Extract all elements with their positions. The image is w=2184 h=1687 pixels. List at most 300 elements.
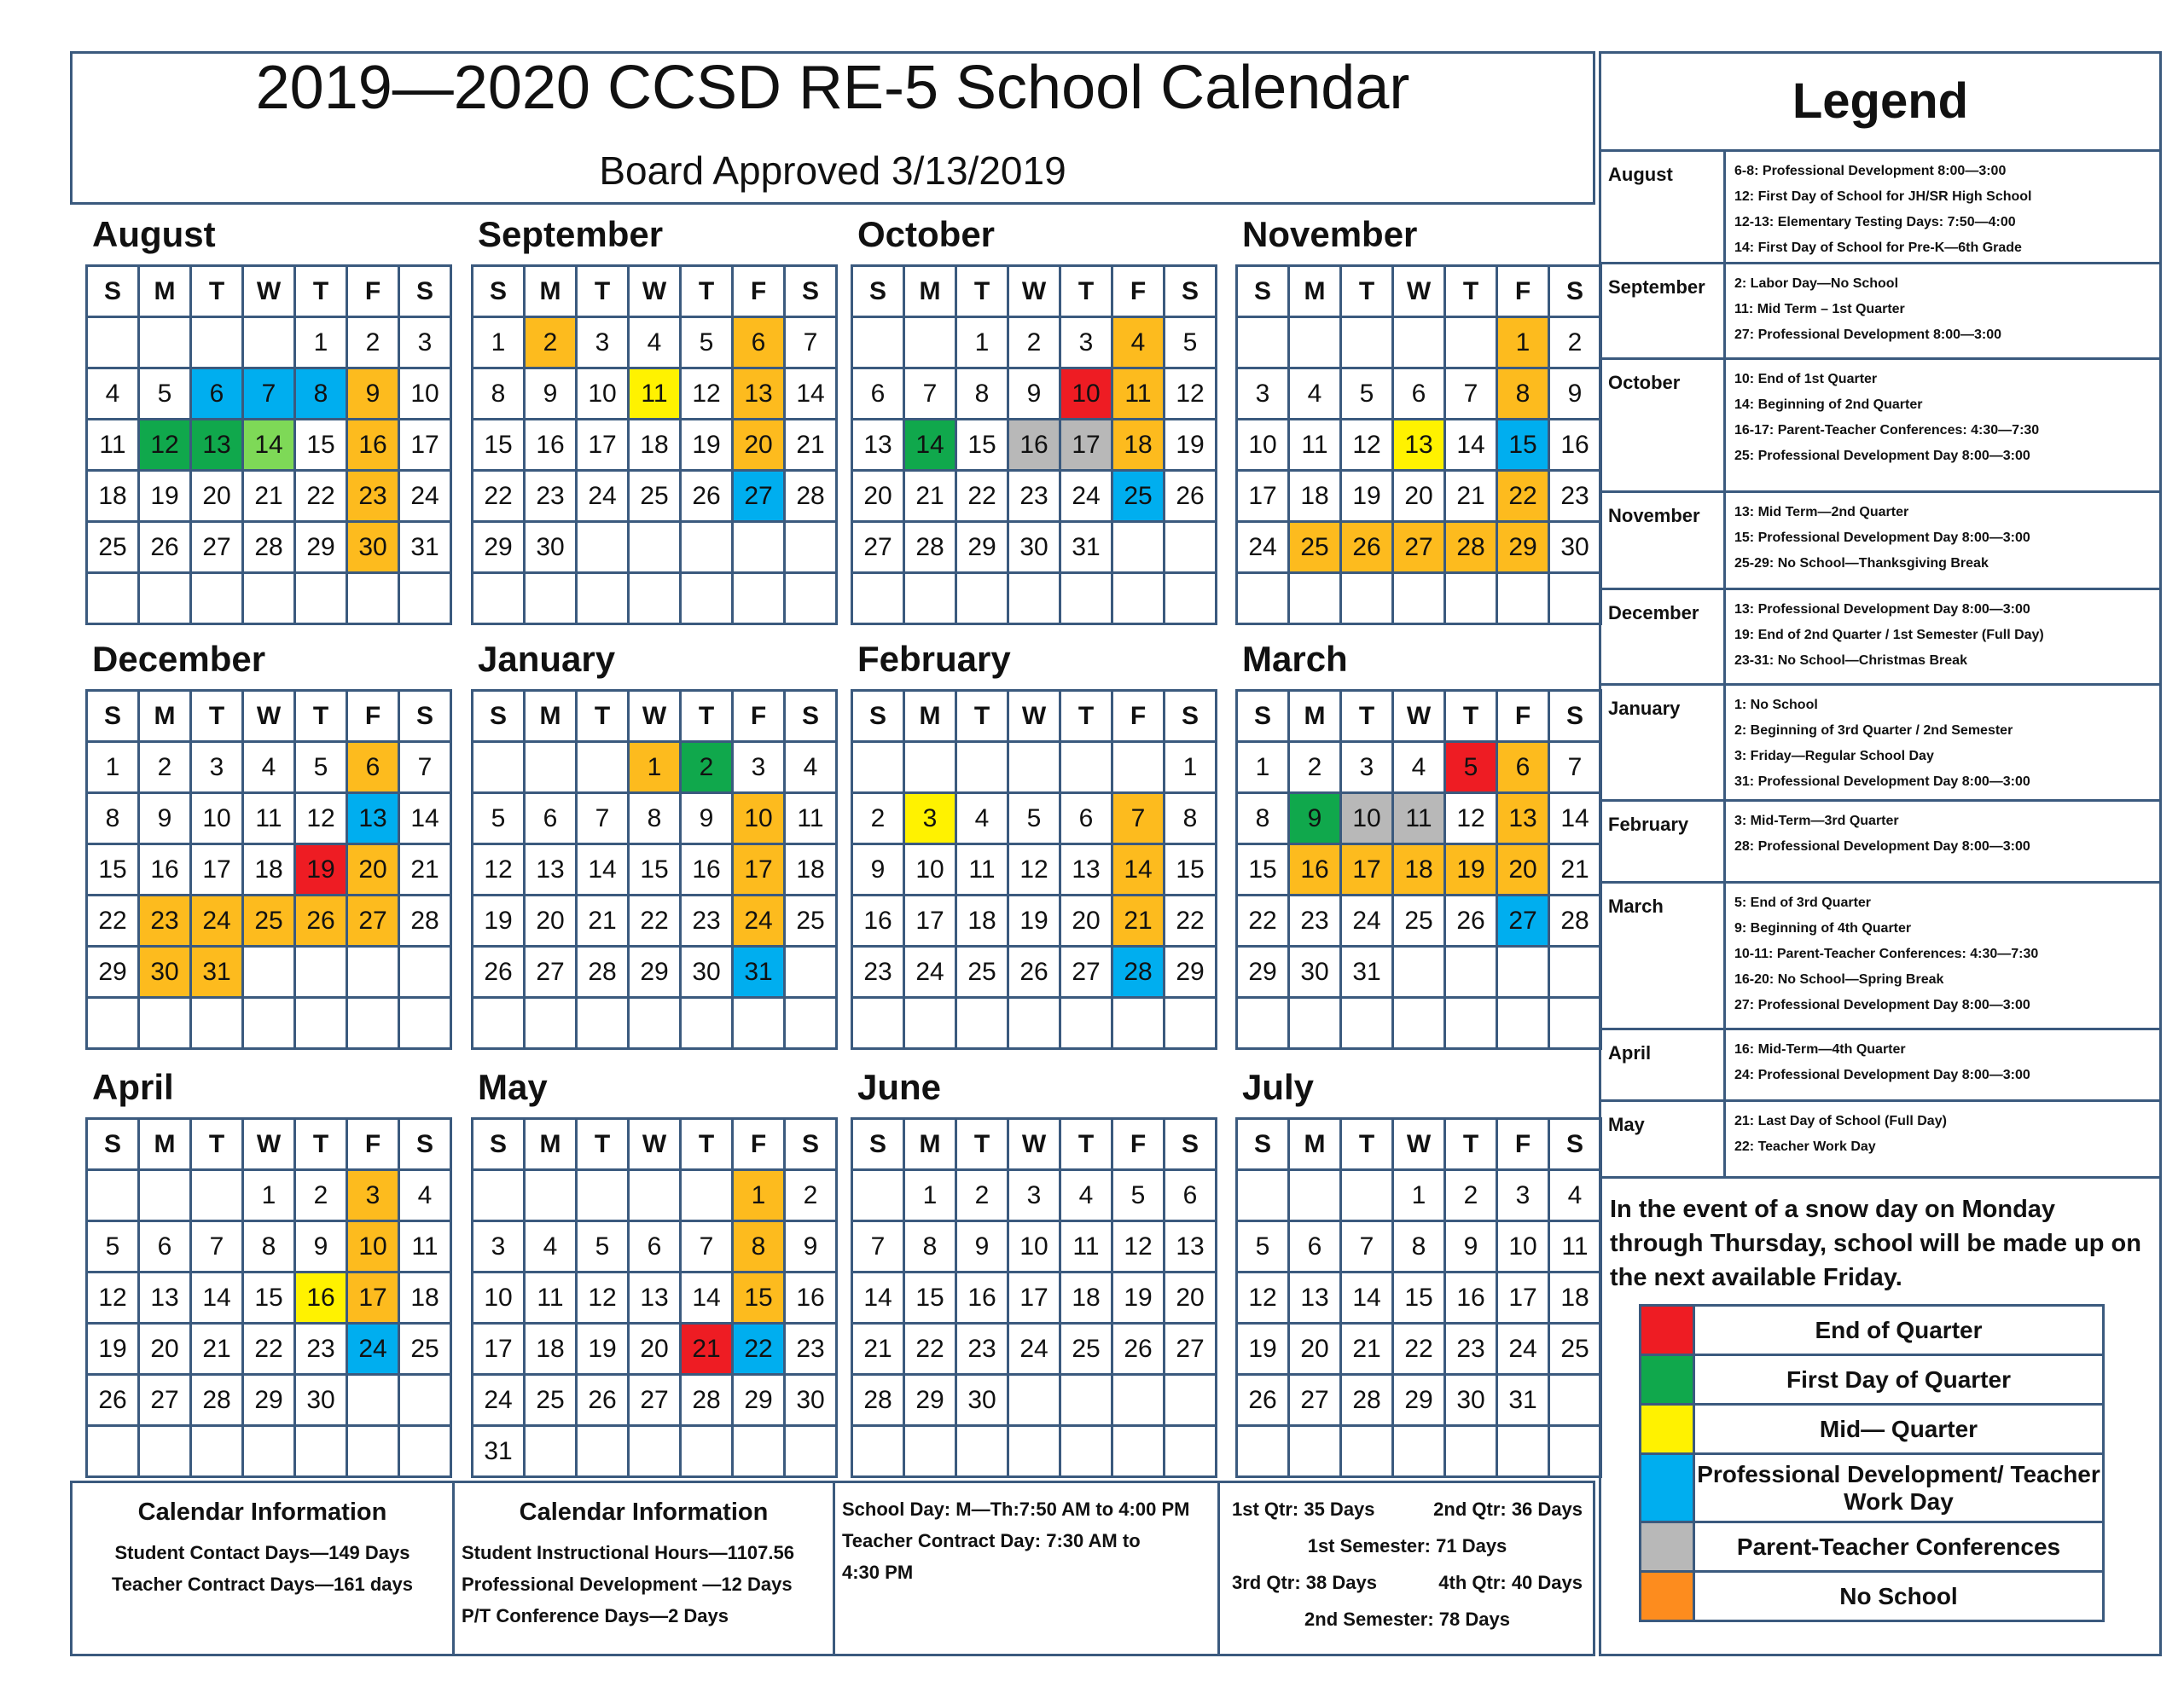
month-name: March <box>1242 639 1348 679</box>
legend-event: 15: Professional Development Day 8:00—3:00 <box>1734 530 2030 545</box>
day-cell: 8 <box>87 793 139 844</box>
day-cell: 24 <box>733 896 785 947</box>
day-cell: 24 <box>1060 471 1112 522</box>
day-cell: 21 <box>852 1324 904 1375</box>
day-cell: 18 <box>1060 1272 1112 1324</box>
month-table <box>85 689 452 1050</box>
legend-event: 12: First Day of School for JH/SR High School <box>1734 189 2032 204</box>
day-cell: 30 <box>525 522 577 573</box>
day-cell: 28 <box>1549 896 1601 947</box>
day-cell: 17 <box>733 844 785 896</box>
day-cell: 12 <box>1008 844 1060 896</box>
day-cell: 13 <box>1393 420 1445 471</box>
day-cell: 7 <box>1112 793 1165 844</box>
empty-cell <box>1165 522 1217 573</box>
day-cell: 18 <box>1549 1272 1601 1324</box>
weekday-header: T <box>1445 1119 1497 1170</box>
key-label: First Day of Quarter <box>1694 1355 2104 1405</box>
empty-cell <box>1165 1426 1217 1477</box>
day-cell: 10 <box>473 1272 525 1324</box>
day-cell: 6 <box>1497 742 1549 793</box>
day-cell: 28 <box>191 1375 243 1426</box>
weekday-header: S <box>852 266 904 317</box>
day-cell: 31 <box>1341 947 1393 998</box>
empty-cell <box>1112 522 1165 573</box>
day-cell: 15 <box>733 1272 785 1324</box>
empty-cell <box>956 1426 1008 1477</box>
day-cell: 11 <box>243 793 295 844</box>
day-cell: 16 <box>1549 420 1601 471</box>
day-cell: 13 <box>347 793 399 844</box>
weekday-header: T <box>956 691 1008 742</box>
empty-cell <box>295 947 347 998</box>
day-cell: 18 <box>1393 844 1445 896</box>
empty-cell <box>1393 1426 1445 1477</box>
day-cell: 17 <box>904 896 956 947</box>
day-cell: 10 <box>577 368 629 420</box>
legend-month: August <box>1601 152 1726 262</box>
day-cell: 14 <box>191 1272 243 1324</box>
day-cell: 9 <box>1445 1221 1497 1272</box>
day-cell: 18 <box>785 844 837 896</box>
day-cell: 28 <box>243 522 295 573</box>
legend-row-january <box>1601 686 2159 802</box>
day-cell: 24 <box>399 471 451 522</box>
day-cell: 31 <box>733 947 785 998</box>
empty-cell <box>1237 1426 1289 1477</box>
day-cell: 24 <box>191 896 243 947</box>
legend-month: March <box>1601 884 1726 1028</box>
day-cell: 1 <box>904 1170 956 1221</box>
day-cell: 3 <box>733 742 785 793</box>
empty-cell <box>1497 998 1549 1049</box>
key-label: Parent-Teacher Conferences <box>1694 1522 2104 1572</box>
day-cell: 27 <box>347 896 399 947</box>
day-cell: 4 <box>1060 1170 1112 1221</box>
day-cell: 19 <box>1008 896 1060 947</box>
weekday-header: W <box>629 266 681 317</box>
legend-event: 23-31: No School—Christmas Break <box>1734 653 1967 668</box>
day-cell: 29 <box>87 947 139 998</box>
day-cell: 8 <box>295 368 347 420</box>
legend-event-list <box>1601 152 2159 1179</box>
day-cell: 14 <box>1549 793 1601 844</box>
empty-cell <box>1237 573 1289 624</box>
day-cell: 13 <box>191 420 243 471</box>
day-cell: 24 <box>1008 1324 1060 1375</box>
weekday-header: T <box>191 1119 243 1170</box>
day-cell: 2 <box>1289 742 1341 793</box>
legend-panel <box>1599 51 2162 1656</box>
legend-month: January <box>1601 686 1726 799</box>
day-cell: 4 <box>1549 1170 1601 1221</box>
weekday-header: T <box>191 691 243 742</box>
day-cell: 3 <box>473 1221 525 1272</box>
empty-cell <box>473 742 525 793</box>
day-cell: 27 <box>139 1375 191 1426</box>
legend-event: 9: Beginning of 4th Quarter <box>1734 921 1912 936</box>
legend-row-november <box>1601 493 2159 590</box>
day-cell: 14 <box>1341 1272 1393 1324</box>
day-cell: 27 <box>1497 896 1549 947</box>
month-table <box>85 264 452 625</box>
day-cell: 1 <box>956 317 1008 368</box>
day-cell: 5 <box>577 1221 629 1272</box>
month-august <box>85 214 439 625</box>
weekday-header: T <box>1341 691 1393 742</box>
weekday-header: T <box>1445 266 1497 317</box>
empty-cell <box>1060 742 1112 793</box>
day-cell: 16 <box>347 420 399 471</box>
day-cell: 26 <box>1165 471 1217 522</box>
empty-cell <box>347 573 399 624</box>
empty-cell <box>191 573 243 624</box>
day-cell: 14 <box>904 420 956 471</box>
day-cell: 16 <box>681 844 733 896</box>
day-cell: 17 <box>1341 844 1393 896</box>
key-swatch <box>1641 1454 1694 1522</box>
day-cell: 19 <box>473 896 525 947</box>
day-cell: 12 <box>295 793 347 844</box>
day-cell: 5 <box>1341 368 1393 420</box>
student-contact-days: Student Contact Days—149 Days <box>114 1542 410 1563</box>
day-cell: 10 <box>1237 420 1289 471</box>
day-cell: 4 <box>87 368 139 420</box>
day-cell: 14 <box>243 420 295 471</box>
empty-cell <box>904 317 956 368</box>
day-cell: 23 <box>785 1324 837 1375</box>
day-cell: 21 <box>904 471 956 522</box>
day-cell: 17 <box>399 420 451 471</box>
empty-cell <box>87 317 139 368</box>
pt-conference-days: P/T Conference Days—2 Days <box>462 1605 729 1626</box>
legend-row-october <box>1601 360 2159 493</box>
day-cell: 8 <box>629 793 681 844</box>
info-title: Calendar Information <box>519 1499 769 1526</box>
day-cell: 1 <box>295 317 347 368</box>
empty-cell <box>191 1170 243 1221</box>
day-cell: 25 <box>1112 471 1165 522</box>
empty-cell <box>956 573 1008 624</box>
quarter-day-counts <box>1220 1483 1593 1654</box>
day-cell: 6 <box>1060 793 1112 844</box>
legend-event: 31: Professional Development Day 8:00—3:00 <box>1734 774 2030 789</box>
day-cell: 1 <box>733 1170 785 1221</box>
weekday-header: F <box>1497 691 1549 742</box>
day-cell: 1 <box>629 742 681 793</box>
legend-event: 28: Professional Development Day 8:00—3:00 <box>1734 839 2030 854</box>
key-row <box>1641 1454 2104 1522</box>
professional-development-days: Professional Development —12 Days <box>462 1574 793 1595</box>
legend-event: 21: Last Day of School (Full Day) <box>1734 1114 1947 1128</box>
month-september <box>471 214 825 625</box>
day-cell: 13 <box>733 368 785 420</box>
empty-cell <box>1393 947 1445 998</box>
day-cell: 2 <box>956 1170 1008 1221</box>
legend-row-april <box>1601 1030 2159 1102</box>
legend-event: 3: Mid-Term—3rd Quarter <box>1734 814 1899 828</box>
empty-cell <box>399 998 451 1049</box>
day-cell: 18 <box>1112 420 1165 471</box>
day-cell: 13 <box>629 1272 681 1324</box>
empty-cell <box>525 742 577 793</box>
day-cell: 2 <box>295 1170 347 1221</box>
month-name: November <box>1242 214 1418 254</box>
day-cell: 15 <box>1393 1272 1445 1324</box>
day-cell: 30 <box>681 947 733 998</box>
day-cell: 23 <box>1445 1324 1497 1375</box>
empty-cell <box>1549 998 1601 1049</box>
weekday-header: F <box>1112 691 1165 742</box>
month-table <box>471 689 838 1050</box>
empty-cell <box>399 1426 451 1477</box>
day-cell: 11 <box>87 420 139 471</box>
weekday-header: M <box>139 266 191 317</box>
legend-month: September <box>1601 264 1726 357</box>
day-cell: 29 <box>1497 522 1549 573</box>
empty-cell <box>577 998 629 1049</box>
day-cell: 7 <box>904 368 956 420</box>
day-cell: 5 <box>1237 1221 1289 1272</box>
empty-cell <box>1289 317 1341 368</box>
day-cell: 5 <box>1008 793 1060 844</box>
day-cell: 25 <box>1060 1324 1112 1375</box>
day-cell: 4 <box>243 742 295 793</box>
day-cell: 1 <box>1237 742 1289 793</box>
day-cell: 26 <box>1341 522 1393 573</box>
month-name: May <box>478 1067 548 1107</box>
day-cell: 28 <box>1112 947 1165 998</box>
day-cell: 3 <box>577 317 629 368</box>
legend-event: 14: Beginning of 2nd Quarter <box>1734 397 1923 412</box>
day-cell: 23 <box>681 896 733 947</box>
day-cell: 1 <box>87 742 139 793</box>
weekday-header: S <box>87 691 139 742</box>
color-key <box>1639 1304 2105 1622</box>
empty-cell <box>1237 317 1289 368</box>
day-cell: 17 <box>191 844 243 896</box>
teacher-contract-line: Teacher Contract Day: 7:30 AM to <box>842 1530 1141 1551</box>
school-day-hours <box>835 1483 1220 1654</box>
weekday-header: T <box>1060 691 1112 742</box>
empty-cell <box>1008 742 1060 793</box>
day-cell: 9 <box>347 368 399 420</box>
day-cell: 22 <box>1497 471 1549 522</box>
weekday-header: S <box>1237 691 1289 742</box>
legend-row-february <box>1601 802 2159 884</box>
day-cell: 25 <box>1393 896 1445 947</box>
weekday-header: W <box>243 266 295 317</box>
day-cell: 2 <box>681 742 733 793</box>
month-table <box>1235 1117 1602 1478</box>
weekday-header: S <box>1549 266 1601 317</box>
legend-event: 3: Friday—Regular School Day <box>1734 749 1934 763</box>
school-day-line: School Day: M—Th:7:50 AM to 4:00 PM <box>842 1499 1190 1520</box>
legend-row-may <box>1601 1102 2159 1179</box>
weekday-header: W <box>243 1119 295 1170</box>
weekday-header: W <box>1008 691 1060 742</box>
day-cell: 15 <box>1237 844 1289 896</box>
empty-cell <box>1549 1375 1601 1426</box>
day-cell: 2 <box>852 793 904 844</box>
day-cell: 20 <box>139 1324 191 1375</box>
weekday-header: T <box>577 1119 629 1170</box>
day-cell: 11 <box>629 368 681 420</box>
day-cell: 26 <box>87 1375 139 1426</box>
instructional-hours: Student Instructional Hours—1107.56 <box>462 1542 794 1563</box>
day-cell: 7 <box>1445 368 1497 420</box>
day-cell: 12 <box>1445 793 1497 844</box>
day-cell: 27 <box>629 1375 681 1426</box>
day-cell: 15 <box>1497 420 1549 471</box>
day-cell: 9 <box>525 368 577 420</box>
day-cell: 2 <box>139 742 191 793</box>
day-cell: 8 <box>1393 1221 1445 1272</box>
day-cell: 3 <box>1237 368 1289 420</box>
day-cell: 27 <box>733 471 785 522</box>
weekday-header: W <box>1393 691 1445 742</box>
day-cell: 12 <box>1237 1272 1289 1324</box>
day-cell: 18 <box>1289 471 1341 522</box>
day-cell: 1 <box>1165 742 1217 793</box>
day-cell: 6 <box>191 368 243 420</box>
day-cell: 29 <box>733 1375 785 1426</box>
day-cell: 29 <box>1237 947 1289 998</box>
weekday-header: T <box>577 691 629 742</box>
key-row <box>1641 1306 2104 1355</box>
day-cell: 20 <box>1497 844 1549 896</box>
day-cell: 25 <box>87 522 139 573</box>
calendar-info-block-1 <box>73 1483 455 1654</box>
day-cell: 17 <box>577 420 629 471</box>
day-cell: 21 <box>191 1324 243 1375</box>
weekday-header: W <box>1393 266 1445 317</box>
empty-cell <box>1289 573 1341 624</box>
day-cell: 12 <box>87 1272 139 1324</box>
day-cell: 24 <box>473 1375 525 1426</box>
day-cell: 10 <box>399 368 451 420</box>
day-cell: 1 <box>1497 317 1549 368</box>
day-cell: 9 <box>681 793 733 844</box>
weekday-header: M <box>904 691 956 742</box>
day-cell: 31 <box>1060 522 1112 573</box>
legend-event: 14: First Day of School for Pre-K—6th Grade <box>1734 241 2022 255</box>
day-cell: 4 <box>399 1170 451 1221</box>
day-cell: 3 <box>904 793 956 844</box>
day-cell: 31 <box>1497 1375 1549 1426</box>
day-cell: 25 <box>399 1324 451 1375</box>
empty-cell <box>295 573 347 624</box>
legend-row-december <box>1601 590 2159 686</box>
day-cell: 15 <box>956 420 1008 471</box>
day-cell: 6 <box>1393 368 1445 420</box>
snow-day-note: In the event of a snow day on Monday through Thursday, school will be made up on the next available Friday. <box>1610 1196 2141 1291</box>
day-cell: 17 <box>1237 471 1289 522</box>
weekday-header: T <box>295 691 347 742</box>
legend-event: 16: Mid-Term—4th Quarter <box>1734 1042 1906 1057</box>
empty-cell <box>785 998 837 1049</box>
day-cell: 14 <box>852 1272 904 1324</box>
teacher-contract-end-line: 4:30 PM <box>842 1562 914 1583</box>
day-cell: 2 <box>525 317 577 368</box>
day-cell: 8 <box>243 1221 295 1272</box>
weekday-header: S <box>87 266 139 317</box>
empty-cell <box>681 522 733 573</box>
weekday-header: W <box>1008 266 1060 317</box>
legend-event: 25-29: No School—Thanksgiving Break <box>1734 556 1989 571</box>
empty-cell <box>1549 947 1601 998</box>
day-cell: 26 <box>1112 1324 1165 1375</box>
day-cell: 16 <box>1445 1272 1497 1324</box>
day-cell: 10 <box>191 793 243 844</box>
empty-cell <box>295 998 347 1049</box>
day-cell: 22 <box>295 471 347 522</box>
day-cell: 2 <box>347 317 399 368</box>
day-cell: 21 <box>785 420 837 471</box>
weekday-header: M <box>1289 266 1341 317</box>
day-cell: 3 <box>347 1170 399 1221</box>
key-swatch <box>1641 1405 1694 1454</box>
day-cell: 13 <box>139 1272 191 1324</box>
legend-month: April <box>1601 1030 1726 1099</box>
day-cell: 27 <box>1289 1375 1341 1426</box>
day-cell: 12 <box>681 368 733 420</box>
weekday-header: T <box>191 266 243 317</box>
day-cell: 18 <box>629 420 681 471</box>
day-cell: 27 <box>1060 947 1112 998</box>
day-cell: 5 <box>87 1221 139 1272</box>
month-table <box>851 689 1217 1050</box>
day-cell: 10 <box>1060 368 1112 420</box>
empty-cell <box>1289 1170 1341 1221</box>
weekday-header: W <box>629 1119 681 1170</box>
weekday-header: S <box>1237 266 1289 317</box>
empty-cell <box>1060 1426 1112 1477</box>
day-cell: 9 <box>785 1221 837 1272</box>
empty-cell <box>1112 1375 1165 1426</box>
day-cell: 4 <box>1112 317 1165 368</box>
empty-cell <box>577 522 629 573</box>
day-cell: 20 <box>1060 896 1112 947</box>
day-cell: 7 <box>1549 742 1601 793</box>
day-cell: 26 <box>577 1375 629 1426</box>
day-cell: 20 <box>1289 1324 1341 1375</box>
month-july <box>1235 1067 1589 1478</box>
weekday-header: S <box>1165 691 1217 742</box>
day-cell: 19 <box>87 1324 139 1375</box>
weekday-header: F <box>1497 1119 1549 1170</box>
legend-event: 2: Beginning of 3rd Quarter / 2nd Semester <box>1734 723 2013 738</box>
day-cell: 10 <box>1008 1221 1060 1272</box>
day-cell: 25 <box>785 896 837 947</box>
empty-cell <box>347 998 399 1049</box>
day-cell: 19 <box>1237 1324 1289 1375</box>
day-cell: 15 <box>87 844 139 896</box>
month-may <box>471 1067 825 1478</box>
month-name: January <box>478 639 616 679</box>
legend-row-march <box>1601 884 2159 1030</box>
day-cell: 10 <box>1341 793 1393 844</box>
weekday-header: S <box>1165 266 1217 317</box>
day-cell: 22 <box>956 471 1008 522</box>
day-cell: 17 <box>1008 1272 1060 1324</box>
day-cell: 7 <box>577 793 629 844</box>
empty-cell <box>243 1426 295 1477</box>
calendar-title: 2019—2020 CCSD RE-5 School Calendar <box>255 54 1410 122</box>
empty-cell <box>852 742 904 793</box>
day-cell: 20 <box>733 420 785 471</box>
empty-cell <box>473 573 525 624</box>
